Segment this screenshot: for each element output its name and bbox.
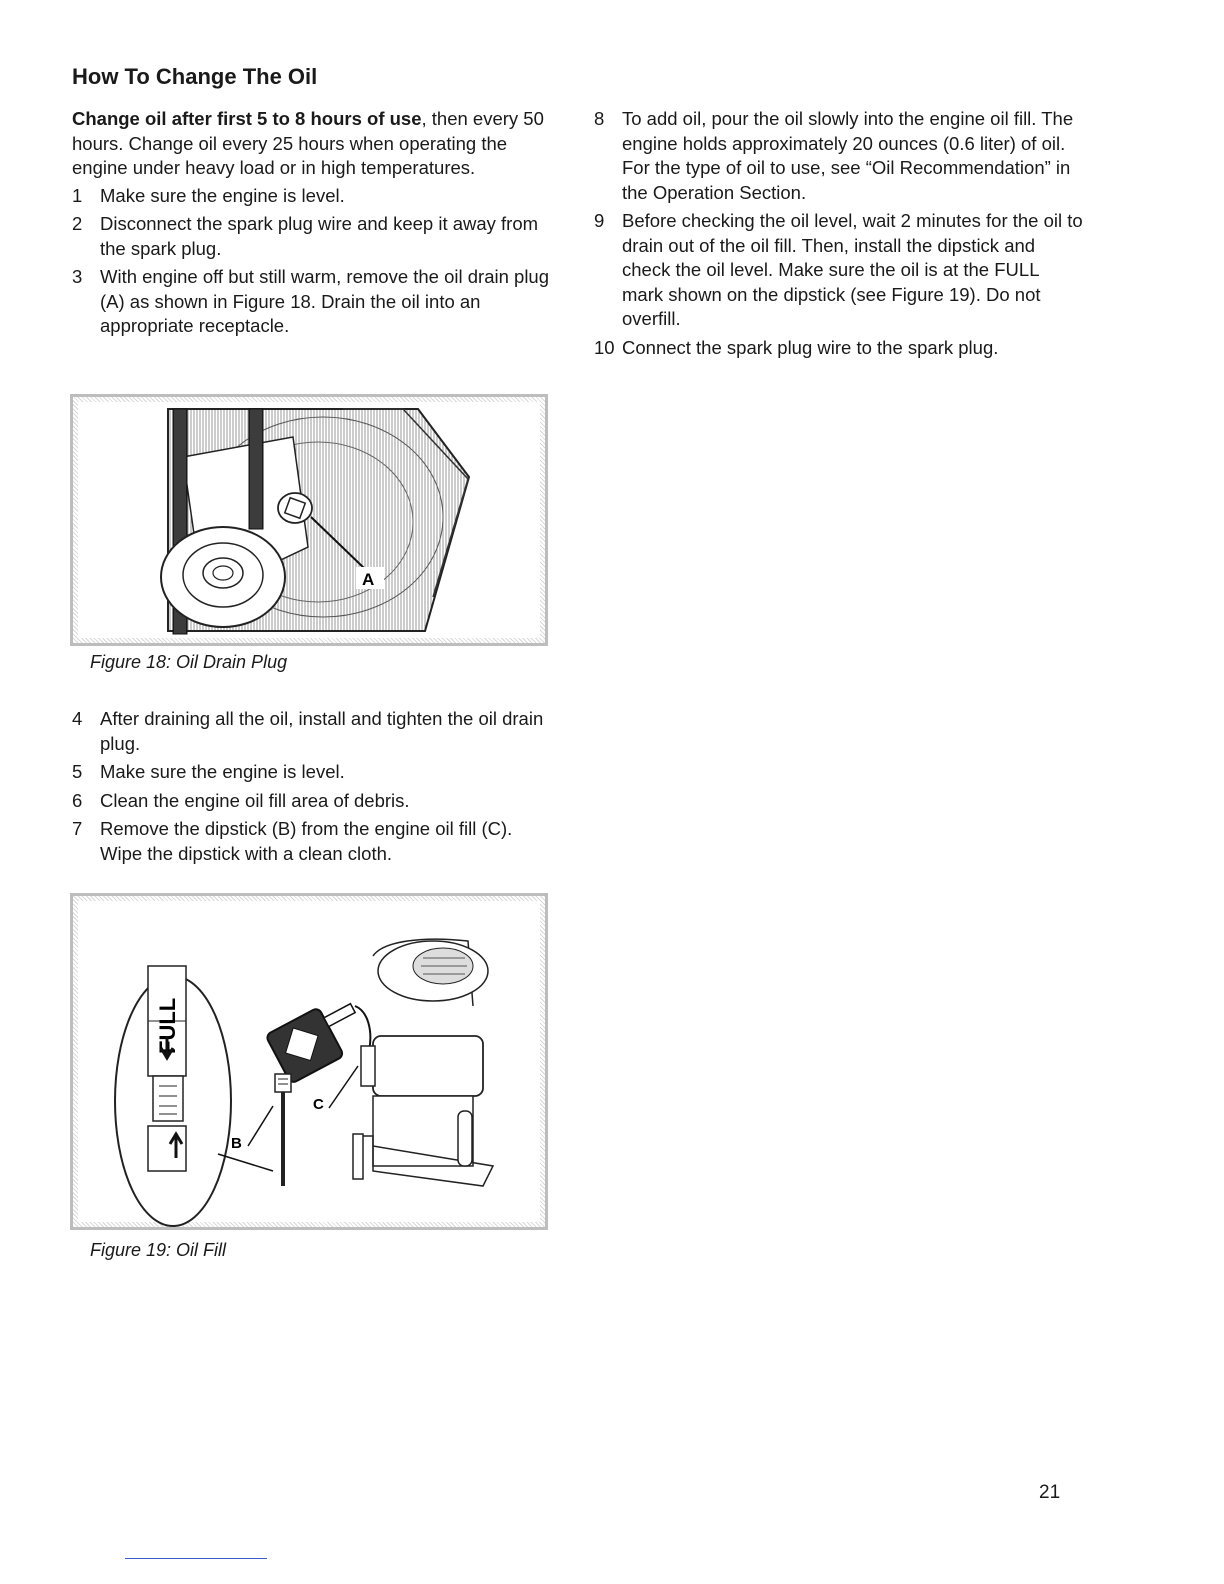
step-number: 2 <box>72 213 83 234</box>
figure-19-caption: Figure 19: Oil Fill <box>90 1240 227 1260</box>
step-text: Clean the engine oil fill area of debris. <box>100 789 410 811</box>
step-number: 9 <box>594 210 605 231</box>
list-item <box>72 817 552 866</box>
figure-19-oil-fill <box>70 893 548 1230</box>
intro-text: , then every 50 hours. Change oil every 25 hours when operating the engine under heavy load or in high temperatures. <box>72 108 544 178</box>
step-text: To add oil, pour the oil slowly into the engine oil fill. The engine holds approximately 20 ounces (0.6 liter) of oil. For the type of oil to use, see “Oil Recommendation” in the Operation Section. <box>622 108 1074 203</box>
step-number: 3 <box>72 266 83 287</box>
intro-bold: Change oil after first 5 to 8 hours of use <box>72 108 422 129</box>
oil-fill-illustration <box>73 896 545 1227</box>
footer-rule <box>125 1558 267 1559</box>
oil-drain-plug-illustration <box>73 397 545 643</box>
page-number: 21 <box>1039 1482 1061 1503</box>
step-text: With engine off but still warm, remove the oil drain plug (A) as shown in Figure 18. Drain the oil into an appropriate receptacle. <box>100 266 550 336</box>
list-item <box>72 184 552 209</box>
figure-19-label-b: B <box>231 1135 242 1152</box>
list-item <box>594 107 1084 205</box>
step-text: Remove the dipstick (B) from the engine oil fill (C). Wipe the dipstick with a clean cloth. <box>100 818 513 864</box>
step-text: Connect the spark plug wire to the spark plug. <box>622 336 999 358</box>
step-number: 6 <box>72 789 83 811</box>
page-title: How To Change The Oil <box>72 64 318 89</box>
list-item <box>594 336 1084 361</box>
list-item <box>72 707 552 756</box>
step-text: Disconnect the spark plug wire and keep it away from the spark plug. <box>100 213 539 259</box>
list-item <box>72 212 552 261</box>
list-item <box>594 209 1084 332</box>
step-text: After draining all the oil, install and tighten the oil drain plug. <box>100 708 544 754</box>
step-text: Make sure the engine is level. <box>100 184 345 206</box>
steps-list-c <box>594 107 1084 360</box>
step-number: 7 <box>72 818 83 839</box>
step-number: 8 <box>594 108 605 129</box>
intro-paragraph <box>72 107 552 181</box>
step-text: Make sure the engine is level. <box>100 761 345 782</box>
figure-19-label-c: C <box>313 1096 324 1113</box>
list-item <box>72 265 552 339</box>
figure-18-label-a: A <box>362 570 375 589</box>
step-number: 10 <box>594 336 615 358</box>
step-number: 4 <box>72 708 83 729</box>
figure-18-caption: Figure 18: Oil Drain Plug <box>90 652 288 672</box>
step-number: 5 <box>72 761 83 782</box>
right-column <box>594 107 1084 364</box>
left-column-top <box>72 107 552 343</box>
step-text: Before checking the oil level, wait 2 minutes for the oil to drain out of the oil fill. Then, install the dipstick and check the oil level. Make sure the oil is at the FULL mark shown on the dipstick (see Figure 19). Do not overfill. <box>622 210 1083 329</box>
figure-18-oil-drain-plug <box>70 394 548 646</box>
left-column-bottom <box>72 707 552 870</box>
steps-list-a <box>72 184 552 339</box>
step-number: 1 <box>72 184 83 206</box>
list-item <box>72 789 552 814</box>
dipstick-full-mark: FULL <box>155 997 180 1054</box>
steps-list-b <box>72 707 552 866</box>
list-item <box>72 760 552 785</box>
